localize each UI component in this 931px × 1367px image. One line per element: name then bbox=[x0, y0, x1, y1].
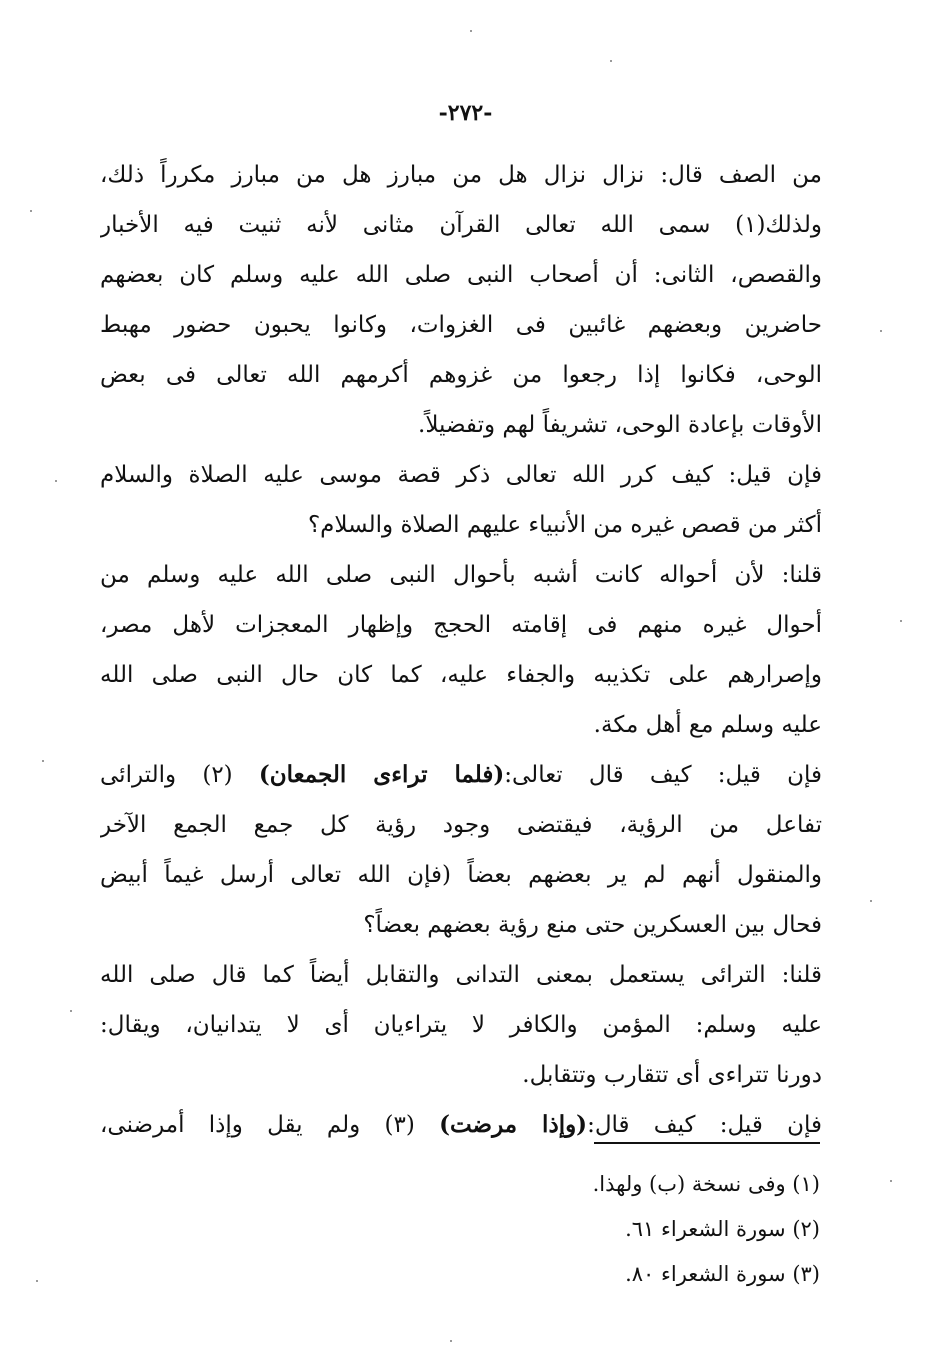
footnotes bbox=[300, 1162, 820, 1297]
text-line: من الصف قال: نزال نزال هل من مبارز هل من مبارز مكرراً ذلك، bbox=[100, 162, 822, 188]
text-segment: (٣) ولم يقل وإذا أمرضنى، bbox=[100, 1112, 415, 1138]
footnote: (٣) سورة الشعراء ٨٠. bbox=[625, 1262, 820, 1286]
text-line: والمنقول أنهم لم ير بعضهم بعضاً (فإن الله تعالى أرسل غيماً أبيض bbox=[100, 862, 822, 888]
text-line: حاضرين وبعضهم غائبين فى الغزوات، وكانوا يحبون حضور مهبط bbox=[100, 312, 822, 338]
text-line: أحوال غيره منهم فى إقامته الحجج وإظهار المعجزات لأهل مصر، bbox=[100, 612, 822, 638]
text-line: وإصرارهم على تكذيبه والجفاء عليه، كما كان حال النبى صلى الله bbox=[100, 662, 822, 688]
text-line: الوحى، فكانوا إذا رجعوا من غزوهم أكرمهم الله تعالى فى بعض bbox=[100, 362, 822, 388]
footnote: (١) وفى نسخة (ب) ولهذا. bbox=[592, 1172, 820, 1196]
page-number: -٢٧٢- bbox=[438, 100, 493, 126]
text-line: فإن قيل: كيف كرر الله تعالى ذكر قصة موسى عليه الصلاة والسلام bbox=[100, 462, 822, 488]
footnote: (٢) سورة الشعراء ٦١. bbox=[625, 1217, 820, 1241]
text-line: قلنا: لأن أحواله كانت أشبه بأحوال النبى صلى الله عليه وسلم من bbox=[100, 562, 822, 588]
text-line: قلنا: الترائى يستعمل بمعنى التدانى والتقابل أيضاً كما قال صلى الله bbox=[100, 962, 822, 988]
quran-quote: (فلما تراءى الجمعان) bbox=[258, 761, 505, 788]
footnote-divider bbox=[594, 1142, 820, 1144]
text-line: عليه وسلم مع أهل مكة. bbox=[593, 712, 822, 738]
text-line: دورنا تتراءى أى تتقارب وتتقابل. bbox=[522, 1062, 822, 1088]
text-line: أكثر من قصص غيره من الأنبياء عليهم الصلاة والسلام؟ bbox=[307, 512, 822, 538]
text-segment: فإن قيل: كيف قال تعالى: bbox=[504, 762, 822, 788]
text-line: الأوقات بإعادة الوحى، تشريفاً لهم وتفضيلاً. bbox=[418, 412, 822, 438]
text-line: والقصص، الثانى: أن أصحاب النبى صلى الله عليه وسلم كان بعضهم bbox=[100, 262, 822, 288]
text-line: عليه وسلم: المؤمن والكافر لا يتراءيان أى لا يتدانيان، ويقال: bbox=[100, 1012, 822, 1038]
text-segment: فإن قيل: كيف قال: bbox=[587, 1112, 822, 1138]
text-segment: (٢) والترائى bbox=[100, 762, 233, 788]
text-line: تفاعل من الرؤية، فيقتضى وجود رؤية كل جمع الجمع الآخر bbox=[100, 812, 822, 838]
text-line: ولذلك(١) سمى الله تعالى القرآن مثانى لأنه ثنيت فيه الأخبار bbox=[100, 212, 822, 238]
body-text bbox=[100, 150, 822, 1150]
quran-quote: (وإذا مرضت) bbox=[439, 1111, 588, 1138]
text-line: فحال بين العسكرين حتى منع رؤية بعضهم بعضاً؟ bbox=[363, 912, 822, 938]
text-line bbox=[100, 750, 822, 800]
